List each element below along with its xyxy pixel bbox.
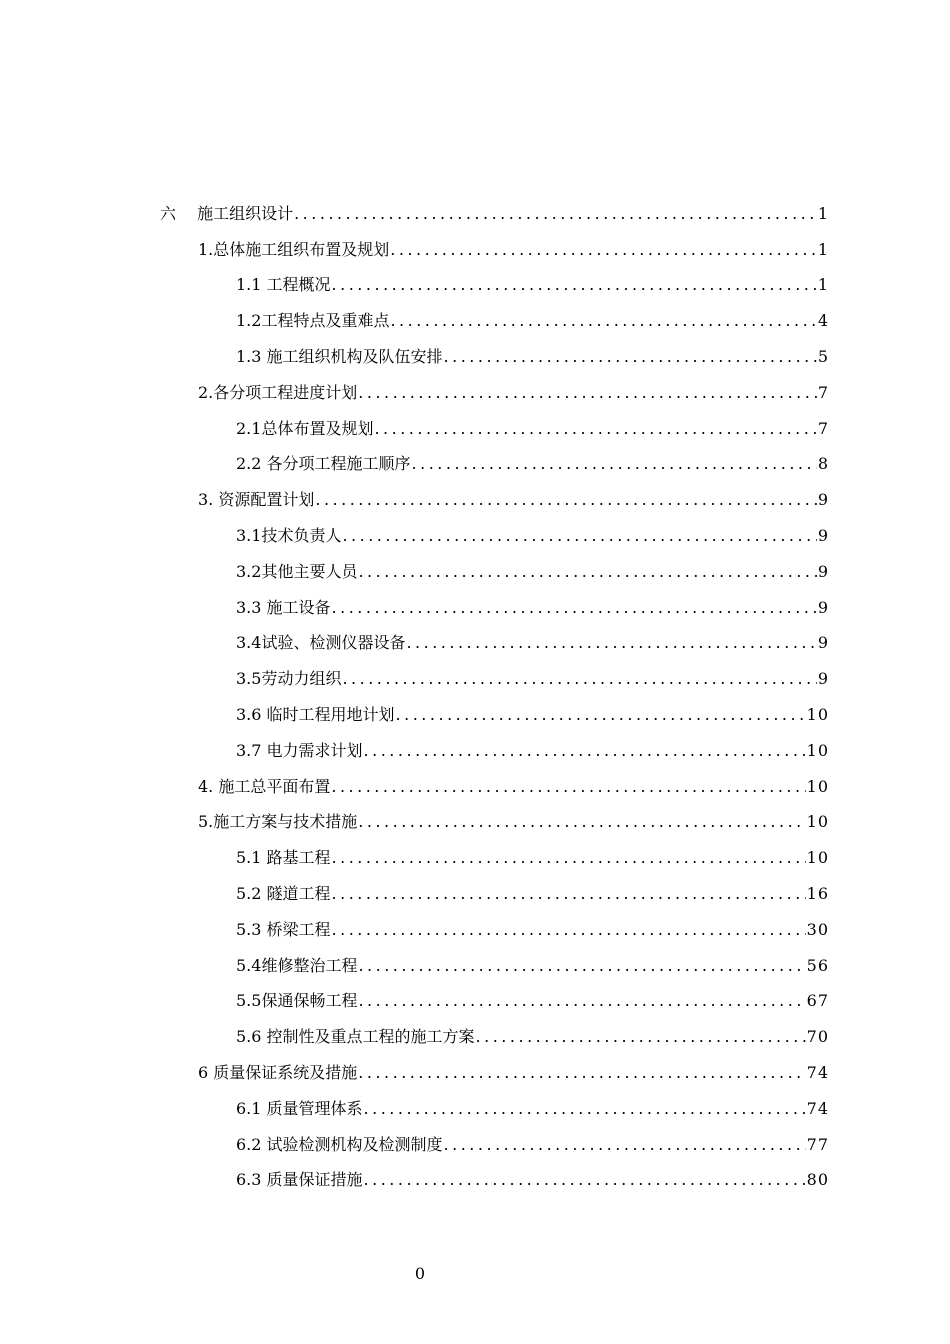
toc-entry-title: 3.3 施工设备 [236,597,331,617]
toc-dot-leader [358,1063,805,1083]
toc-dot-leader [342,526,816,546]
toc-dot-leader [364,1099,806,1119]
toc-entry-title: 1.1 工程概况 [236,275,331,295]
toc-dot-leader [444,347,817,367]
toc-dot-leader [342,669,816,689]
toc-entry-page-number: 70 [806,1027,829,1047]
toc-entry-page-number: 10 [806,848,829,868]
toc-entry-page-number: 9 [817,597,829,617]
toc-entry-page-number: 7 [817,418,829,438]
toc-entry-page-number: 9 [817,633,829,653]
toc-dot-leader [358,991,805,1011]
toc-entry-page-number: 9 [817,561,829,581]
toc-dot-leader [332,884,806,904]
toc-entry[interactable] [0,876,950,912]
toc-entry-title: 3.7 电力需求计划 [236,740,363,760]
toc-entry-title: 5.6 控制性及重点工程的施工方案 [236,1027,475,1047]
toc-entry-title: 3.2其他主要人员 [236,561,358,581]
toc-dot-leader [315,490,816,510]
toc-entry-title: 六 施工组织设计 [160,203,294,223]
toc-entry[interactable] [0,268,950,304]
toc-entry[interactable] [0,232,950,268]
toc-entry[interactable] [0,411,950,447]
toc-entry-title: 2.各分项工程进度计划 [198,382,358,402]
toc-entry-page-number: 4 [817,311,829,331]
toc-dot-leader [444,1135,806,1155]
toc-entry-title: 6.3 质量保证措施 [236,1170,363,1190]
toc-entry[interactable] [0,339,950,375]
toc-entry-title: 2.2 各分项工程施工顺序 [236,454,411,474]
toc-dot-leader [390,311,816,331]
toc-entry-page-number: 10 [806,740,829,760]
toc-entry-page-number: 10 [806,812,829,832]
toc-entry[interactable] [0,518,950,554]
toc-entry-title: 5.施工方案与技术措施 [198,812,358,832]
toc-dot-leader [331,777,805,797]
toc-entry-page-number: 1 [817,203,829,223]
toc-entry[interactable] [0,554,950,590]
toc-entry-page-number: 1 [817,275,829,295]
toc-entry[interactable] [0,1091,950,1127]
toc-entry-title: 3.4试验、检测仪器设备 [236,633,406,653]
toc-entry-title: 6.2 试验检测机构及检测制度 [236,1134,443,1154]
toc-entry-title: 5.3 桥梁工程 [236,919,331,939]
toc-dot-leader [358,562,816,582]
toc-dot-leader [332,275,817,295]
toc-entry-title: 5.2 隧道工程 [236,884,331,904]
toc-dot-leader [364,741,806,761]
toc-dot-leader [476,1027,806,1047]
toc-entry-page-number: 30 [806,919,829,939]
toc-dot-leader [396,705,806,725]
toc-entry[interactable] [0,590,950,626]
toc-entry[interactable] [0,196,950,232]
toc-entry[interactable] [0,948,950,984]
toc-entry-page-number: 9 [817,490,829,510]
toc-dot-leader [332,920,806,940]
toc-entry-page-number: 77 [806,1134,829,1154]
toc-dot-leader [332,598,817,618]
toc-dot-leader [358,956,805,976]
toc-entry-page-number: 1 [817,239,829,259]
toc-entry-title: 5.4维修整治工程 [236,955,358,975]
toc-entry[interactable] [0,984,950,1020]
toc-entry-title: 1.2工程特点及重难点 [236,311,390,331]
toc-dot-leader [374,419,816,439]
toc-entry-title: 3. 资源配置计划 [198,490,315,510]
toc-entry[interactable] [0,912,950,948]
toc-entry[interactable] [0,447,950,483]
toc-entry-title: 6 质量保证系统及措施 [198,1063,358,1083]
toc-dot-leader [412,454,817,474]
toc-entry-title: 5.1 路基工程 [236,848,331,868]
toc-entry[interactable] [0,733,950,769]
toc-entry-title: 2.1总体布置及规划 [236,418,374,438]
toc-entry-title: 1.3 施工组织机构及队伍安排 [236,347,443,367]
toc-entry-page-number: 56 [806,955,829,975]
toc-entry-page-number: 67 [806,991,829,1011]
toc-entry-page-number: 80 [806,1170,829,1190]
toc-entry-title: 5.5保通保畅工程 [236,991,358,1011]
toc-dot-leader [294,204,817,224]
toc-entry[interactable] [0,1163,950,1199]
toc-entry-page-number: 8 [817,454,829,474]
toc-entry[interactable] [0,1019,950,1055]
toc-entry[interactable] [0,303,950,339]
toc-entry[interactable] [0,769,950,805]
toc-dot-leader [364,1170,806,1190]
toc-entry-page-number: 7 [817,382,829,402]
toc-entry-page-number: 9 [817,669,829,689]
toc-entry-title: 6.1 质量管理体系 [236,1098,363,1118]
footer-page-number: 0 [414,1264,426,1283]
toc-entry[interactable] [0,1127,950,1163]
toc-entry[interactable] [0,661,950,697]
toc-entry-title: 3.5劳动力组织 [236,669,342,689]
toc-dot-leader [358,383,817,403]
toc-dot-leader [358,812,805,832]
toc-entry-page-number: 74 [806,1063,829,1083]
toc-entry[interactable] [0,482,950,518]
toc-entry[interactable] [0,626,950,662]
toc-entry-page-number: 10 [806,776,829,796]
table-of-contents [0,196,950,1198]
toc-dot-leader [332,848,806,868]
toc-entry-page-number: 10 [806,705,829,725]
toc-entry-title: 4. 施工总平面布置 [198,776,331,796]
toc-entry-page-number: 74 [806,1098,829,1118]
toc-dot-leader [390,240,817,260]
toc-entry-page-number: 9 [817,526,829,546]
toc-entry[interactable] [0,697,950,733]
toc-entry-title: 1.总体施工组织布置及规划 [198,239,390,259]
toc-dot-leader [406,633,816,653]
toc-entry[interactable] [0,1055,950,1091]
toc-entry[interactable] [0,805,950,841]
toc-entry[interactable] [0,840,950,876]
toc-entry-title: 3.1技术负责人 [236,526,342,546]
page-number-footer [0,1264,950,1283]
toc-entry-page-number: 5 [817,347,829,367]
toc-entry-title: 3.6 临时工程用地计划 [236,705,395,725]
toc-entry-page-number: 16 [806,884,829,904]
toc-entry[interactable] [0,375,950,411]
